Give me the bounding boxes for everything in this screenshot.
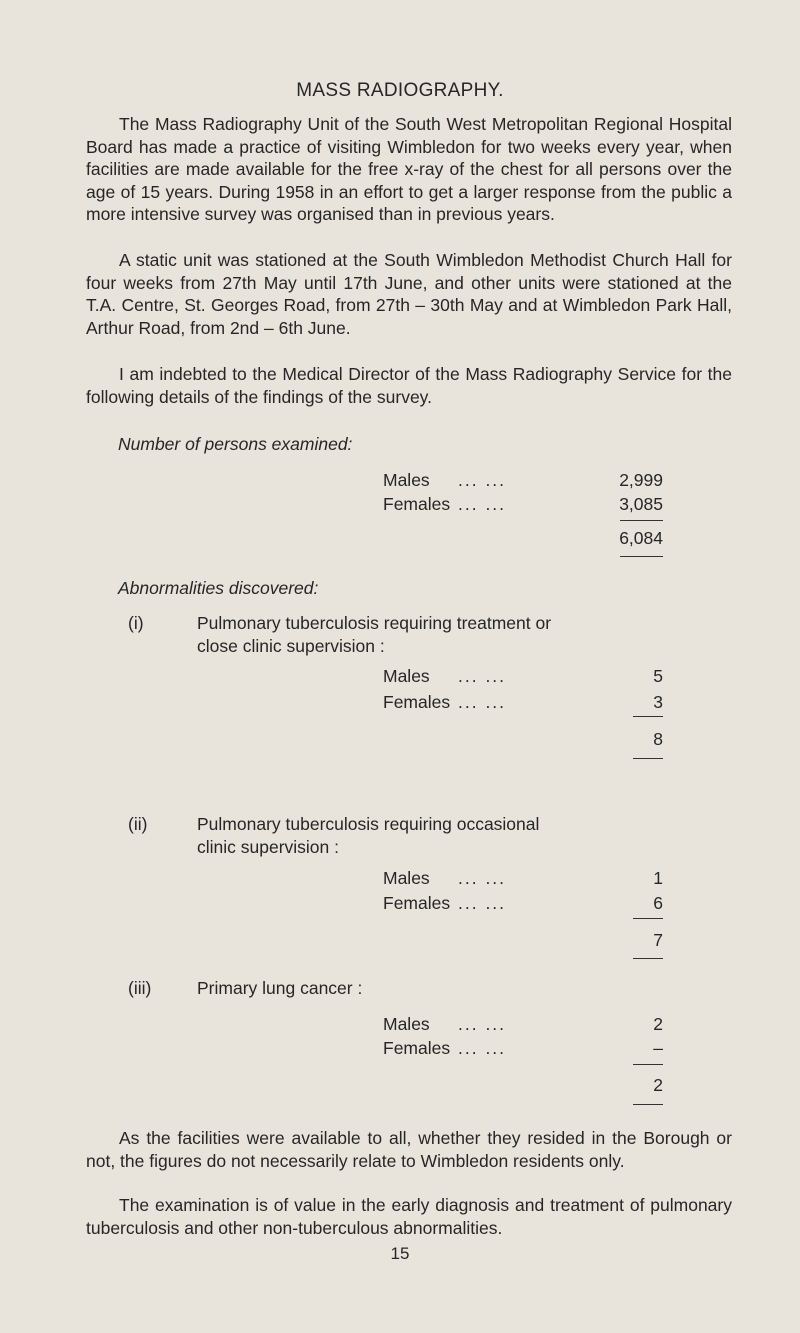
abnormality-group-2-text: Pulmonary tuberculosis requiring occasional clinic supervision : [197, 814, 540, 857]
abnormality-group-2-males-row [383, 868, 663, 892]
abnormality-group-3-males-row [383, 1014, 663, 1038]
abnormality-group-1-males-dots: ... ... [458, 666, 507, 686]
abnormality-group-1-females-row [383, 692, 663, 716]
abnormality-group-3-number: (iii) [128, 978, 152, 998]
abnormality-group-2-females-label: Females [383, 893, 451, 913]
paragraph-indebted-text: I am indebted to the Medical Director of the Mass Radiography Service for the following details of the findings of the survey. [86, 364, 732, 407]
paragraph-intro [86, 113, 732, 226]
abnormality-group-1-females-label: Females [383, 692, 451, 712]
examined-total: 6,084 [619, 528, 663, 548]
examined-total-rule [620, 556, 663, 557]
examined-males-dots: ... ... [458, 470, 507, 490]
abnormality-group-1-text: Pulmonary tuberculosis requiring treatment or close clinic supervision : [197, 613, 552, 656]
examined-females-row [383, 494, 663, 518]
abnormality-group-1-females-dots: ... ... [458, 692, 507, 712]
abnormality-group-1-heading [128, 612, 567, 657]
abnormality-group-2-heading [128, 813, 567, 858]
paragraph-facilities-text: As the facilities were available to all, whether they resided in the Borough or not, the figures do not necessarily relate to Wimbledon residents only. [86, 1128, 732, 1171]
abnormality-group-3-males-dots: ... ... [458, 1014, 507, 1034]
paragraph-indebted [86, 363, 732, 408]
abnormality-group-1-sum-rule [633, 716, 663, 717]
paragraph-value [86, 1194, 732, 1239]
examined-females-label: Females [383, 494, 451, 514]
examined-sum-rule [620, 520, 663, 521]
abnormalities-heading: Abnormalities discovered: [118, 578, 319, 598]
abnormality-group-2-females-dots: ... ... [458, 893, 507, 913]
abnormality-group-3-sum-rule [633, 1064, 663, 1065]
abnormality-group-3-females-dots: ... ... [458, 1038, 507, 1058]
paragraph-units [86, 249, 732, 339]
abnormality-group-2-females-row [383, 893, 663, 917]
abnormality-group-2-total: 7 [653, 930, 663, 950]
paragraph-units-text: A static unit was stationed at the South Wimbledon Methodist Church Hall for four weeks from 27th May until 17th June, and other units were stationed at the T.A. Centre, St. Georges Road, from 27th – 30th May and at Wimbledon Park Hall, Arthur Road, from 2nd – 6th June. [86, 250, 732, 338]
abnormality-group-2-sum-rule [633, 918, 663, 919]
abnormality-group-3-total: 2 [653, 1075, 663, 1095]
page-number: 15 [390, 1244, 410, 1263]
abnormality-group-3-heading [128, 977, 567, 1000]
examined-females-dots: ... ... [458, 494, 507, 514]
abnormality-group-2-females-value: 6 [653, 893, 663, 913]
abnormality-group-3-females-value: – [653, 1038, 663, 1058]
examined-males-row [383, 470, 663, 494]
examined-heading: Number of persons examined: [118, 434, 353, 454]
abnormality-group-1-females-value: 3 [653, 692, 663, 712]
abnormality-group-3-males-value: 2 [653, 1014, 663, 1034]
abnormality-group-3-total-rule [633, 1104, 663, 1105]
abnormality-group-2-males-value: 1 [653, 868, 663, 888]
paragraph-value-text: The examination is of value in the early diagnosis and treatment of pulmonary tuberculosis and other non-tuberculous abnormalities. [86, 1195, 732, 1238]
examined-males-label: Males [383, 470, 430, 490]
paragraph-intro-text: The Mass Radiography Unit of the South West Metropolitan Regional Hospital Board has made a practice of visiting Wimbledon for two weeks every year, when facilities are made available for the free x-ray of the chest for all persons over the age of 15 years. During 1958 in an effort to get a larger response from the public a more intensive survey was organised than in previous years. [86, 114, 732, 224]
abnormality-group-2-number: (ii) [128, 814, 148, 834]
abnormality-group-3-females-row [383, 1038, 663, 1062]
paragraph-facilities [86, 1127, 732, 1172]
abnormality-group-1-total-rule [633, 758, 663, 759]
abnormality-group-3-text: Primary lung cancer : [197, 978, 363, 998]
abnormality-group-2-total-rule [633, 958, 663, 959]
abnormality-group-3-males-label: Males [383, 1014, 430, 1034]
abnormality-group-2-males-label: Males [383, 868, 430, 888]
examined-females-value: 3,085 [619, 494, 663, 514]
examined-males-value: 2,999 [619, 470, 663, 490]
abnormality-group-2-males-dots: ... ... [458, 868, 507, 888]
abnormality-group-3-females-label: Females [383, 1038, 451, 1058]
abnormality-group-1-total: 8 [653, 729, 663, 749]
page-title: MASS RADIOGRAPHY. [296, 80, 504, 101]
abnormality-group-1-number: (i) [128, 613, 144, 633]
abnormality-group-1-males-value: 5 [653, 666, 663, 686]
abnormality-group-1-males-row [383, 666, 663, 690]
abnormality-group-1-males-label: Males [383, 666, 430, 686]
